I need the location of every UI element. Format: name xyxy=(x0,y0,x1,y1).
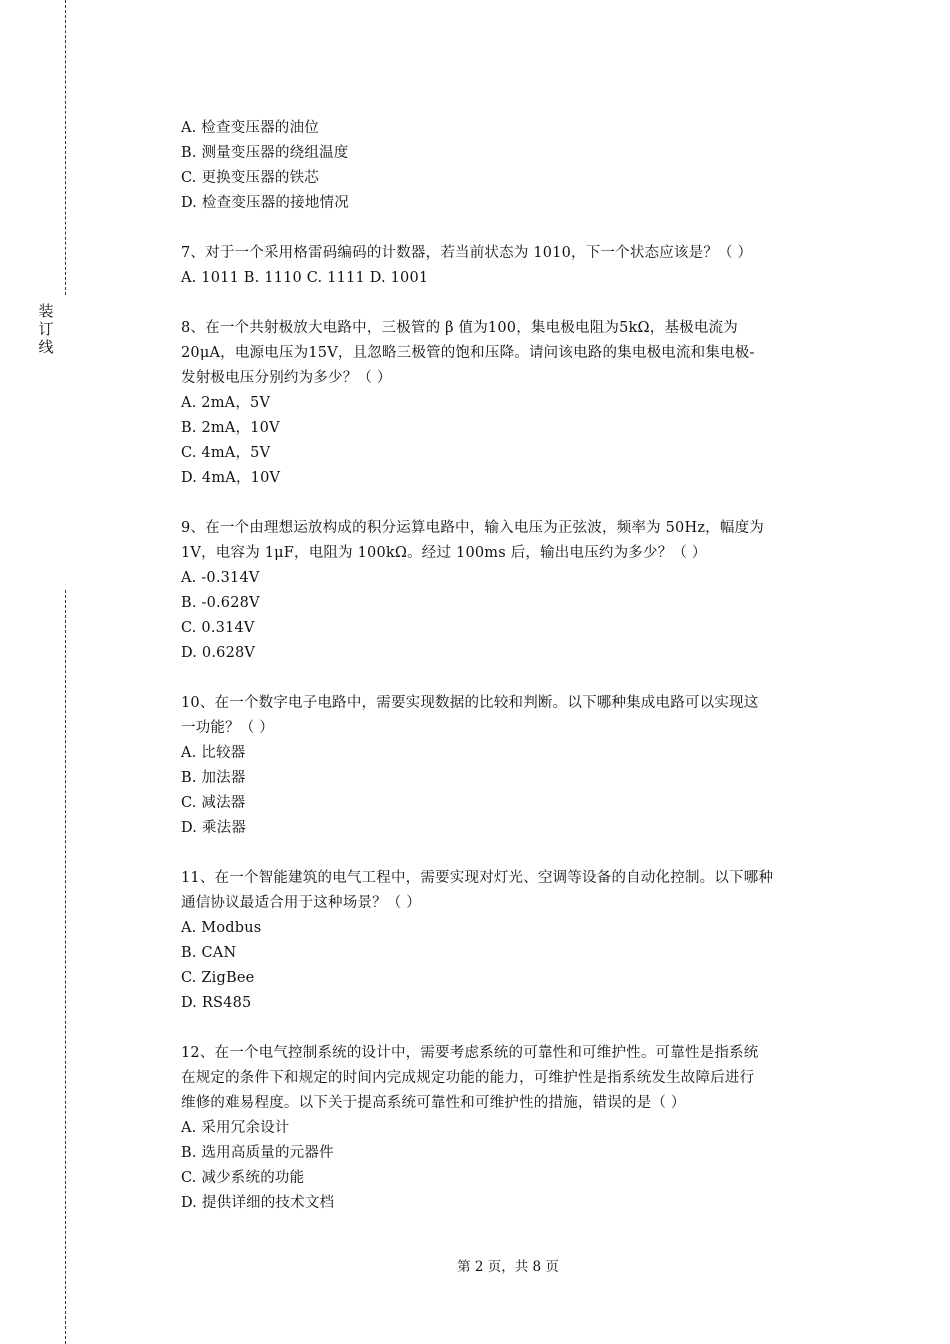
question-text-line: 11、在一个智能建筑的电气工程中，需要实现对灯光、空调等设备的自动化控制。以下哪种 xyxy=(181,870,774,886)
option-line: D. 乘法器 xyxy=(181,820,247,836)
option-line: B. 2mA，10V xyxy=(181,420,280,436)
question-11 xyxy=(181,866,841,1016)
option-line: C. 减少系统的功能 xyxy=(181,1170,305,1186)
option-line: C. 减法器 xyxy=(181,795,246,811)
option-line: C. ZigBee xyxy=(181,970,255,986)
option-line: D. 检查变压器的接地情况 xyxy=(181,195,349,211)
question-8 xyxy=(181,316,841,491)
question-text-line: 1V，电容为 1μF，电阻为 100kΩ。经过 100ms 后，输出电压约为多少？（ ） xyxy=(181,545,707,561)
option-line: B. -0.628V xyxy=(181,595,260,611)
binding-label xyxy=(36,302,56,356)
question-text-line: 在规定的条件下和规定的时间内完成规定功能的能力，可维护性是指系统发生故障后进行 xyxy=(181,1070,755,1086)
option-line: B. 测量变压器的绕组温度 xyxy=(181,145,349,161)
option-line: A. Modbus xyxy=(181,920,262,936)
option-line: C. 4mA，5V xyxy=(181,445,271,461)
binding-label-char: 线 xyxy=(38,338,54,356)
option-line: B. 加法器 xyxy=(181,770,246,786)
question-text-line: 一功能？（ ） xyxy=(181,720,275,736)
question-text-line: 20μA，电源电压为15V，且忽略三极管的饱和压降。请问该电路的集电极电流和集电极- xyxy=(181,345,755,361)
binding-label-char: 装 xyxy=(38,302,54,320)
binding-label-char: 订 xyxy=(38,320,54,338)
question-content xyxy=(181,116,841,1216)
question-text-line: 7、对于一个采用格雷码编码的计数器，若当前状态为 1010，下一个状态应该是？（ ） xyxy=(181,245,753,261)
question-text-line: 通信协议最适合用于这种场景？（ ） xyxy=(181,895,422,911)
question-12 xyxy=(181,1041,841,1216)
question-9 xyxy=(181,516,841,666)
option-line: D. RS485 xyxy=(181,995,252,1011)
option-line: D. 提供详细的技术文档 xyxy=(181,1195,335,1211)
option-line: A. 2mA，5V xyxy=(181,395,271,411)
option-line: B. 选用高质量的元器件 xyxy=(181,1145,334,1161)
option-line: C. 0.314V xyxy=(181,620,255,636)
option-line: A. 采用冗余设计 xyxy=(181,1120,290,1136)
option-line: A. -0.314V xyxy=(181,570,260,586)
question-text-line: 12、在一个电气控制系统的设计中，需要考虑系统的可靠性和可维护性。可靠性是指系统 xyxy=(181,1045,759,1061)
option-line: C. 更换变压器的铁芯 xyxy=(181,170,319,186)
page-number: 第 2 页，共 8 页 xyxy=(457,1259,559,1275)
question-6-options xyxy=(181,116,841,216)
option-line: A. 1011 B. 1110 C. 1111 D. 1001 xyxy=(181,270,429,286)
binding-dashed-line-top xyxy=(65,0,66,295)
question-text-line: 10、在一个数字电子电路中，需要实现数据的比较和判断。以下哪种集成电路可以实现这 xyxy=(181,695,759,711)
question-text-line: 8、在一个共射极放大电路中，三极管的 β 值为100，集电极电阻为5kΩ，基极电流为 xyxy=(181,320,738,336)
question-text-line: 9、在一个由理想运放构成的积分运算电路中，输入电压为正弦波，频率为 50Hz，幅度为 xyxy=(181,520,764,536)
question-7 xyxy=(181,241,841,291)
question-text-line: 发射极电压分别约为多少？（ ） xyxy=(181,370,392,386)
question-10 xyxy=(181,691,841,841)
option-line: A. 比较器 xyxy=(181,745,246,761)
option-line: B. CAN xyxy=(181,945,237,961)
option-line: D. 0.628V xyxy=(181,645,256,661)
option-line: D. 4mA，10V xyxy=(181,470,281,486)
binding-dashed-line-bottom xyxy=(65,590,66,1344)
option-line: A. 检查变压器的油位 xyxy=(181,120,319,136)
question-text-line: 维修的难易程度。以下关于提高系统可靠性和可维护性的措施，错误的是（ ） xyxy=(181,1095,686,1111)
